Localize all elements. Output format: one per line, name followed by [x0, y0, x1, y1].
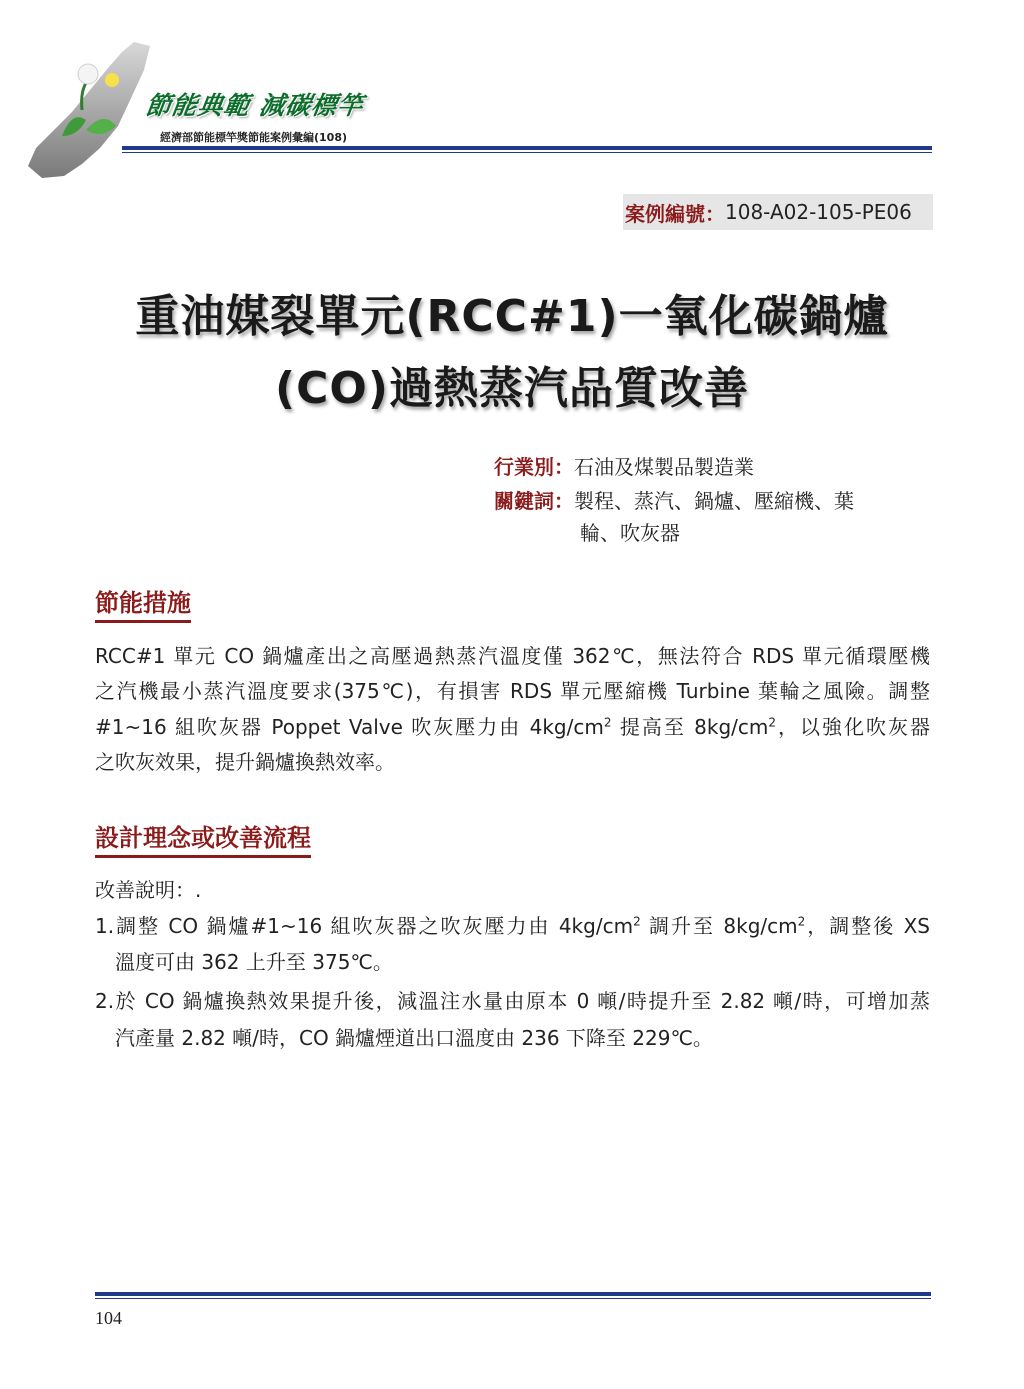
measures-line-3-text-b: 提高至 8kg/cm — [611, 715, 769, 739]
superscript: 2 — [603, 715, 612, 730]
measures-line-1: RCC#1 單元 CO 鍋爐產出之高壓過熱蒸汽溫度僅 362℃，無法符合 RDS 單元循環壓機 — [95, 644, 930, 668]
measures-line-4: 之吹灰效果，提升鍋爐換熱效率。 — [95, 750, 395, 774]
section-heading-design: 設計理念或改善流程 — [95, 818, 311, 858]
industry-value: 石油及煤製品製造業 — [574, 455, 754, 479]
measures-line-3-text-c: ，以強化吹灰器 — [776, 715, 931, 739]
header-rule — [122, 146, 932, 150]
brand-subtitle: 經濟部節能標竿獎節能案例彙編(108) — [160, 131, 348, 144]
improvement-item-2: 2.於 CO 鍋爐換熱效果提升後，減溫注水量由原本 0 噸/時提升至 2.82 噸/時，可增加蒸 — [95, 989, 930, 1013]
item-1-text-a: 1.調整 CO 鍋爐#1~16 組吹灰器之吹灰壓力由 4kg/cm — [95, 914, 634, 938]
item-1-text-b: 調升至 8kg/cm — [640, 914, 798, 938]
footer-rule — [95, 1292, 931, 1296]
keywords-value-continued: 輪、吹灰器 — [580, 521, 680, 545]
improvement-item-2-continued: 汽產量 2.82 噸/時，CO 鍋爐煙道出口溫度由 236 下降至 229℃。 — [115, 1026, 713, 1050]
item-1-text-c: ，調整後 XS — [805, 914, 930, 938]
improvement-intro: 改善說明：. — [95, 878, 202, 902]
page-title-line-1: 重油媒裂單元(RCC#1)一氧化碳鍋爐 — [135, 291, 889, 342]
measures-line-2: 之汽機最小蒸汽溫度要求(375℃)，有損害 RDS 單元壓縮機 Turbine 葉輪之風險。調整 — [95, 679, 930, 703]
case-number-value: 108-A02-105-PE06 — [725, 200, 912, 224]
measures-line-3-text-a: #1~16 組吹灰器 Poppet Valve 吹灰壓力由 4kg/cm — [95, 715, 604, 739]
superscript: 2 — [633, 914, 641, 929]
industry-label: 行業別： — [494, 455, 574, 479]
footer-rule-thin — [95, 1298, 931, 1299]
keywords-value: 製程、蒸汽、鍋爐、壓縮機、葉 — [574, 489, 854, 513]
section-heading-measures: 節能措施 — [95, 583, 191, 623]
page-title-line-2: (CO)過熱蒸汽品質改善 — [275, 363, 749, 414]
keywords-label: 關鍵詞： — [494, 489, 574, 513]
superscript: 2 — [797, 914, 806, 929]
case-number-box — [623, 194, 933, 230]
page-number: 104 — [95, 1308, 122, 1328]
keywords-row — [494, 485, 854, 514]
improvement-item-1-continued: 溫度可由 362 上升至 375℃。 — [115, 950, 393, 974]
case-number-label: 案例編號： — [625, 201, 725, 226]
improvement-item-1 — [95, 908, 930, 944]
measures-line-3 — [95, 709, 930, 745]
brand-title: 節能典範 減碳標竿 — [143, 91, 366, 120]
header-rule-thin — [122, 152, 932, 153]
superscript: 2 — [768, 715, 777, 730]
industry-row — [494, 451, 754, 480]
